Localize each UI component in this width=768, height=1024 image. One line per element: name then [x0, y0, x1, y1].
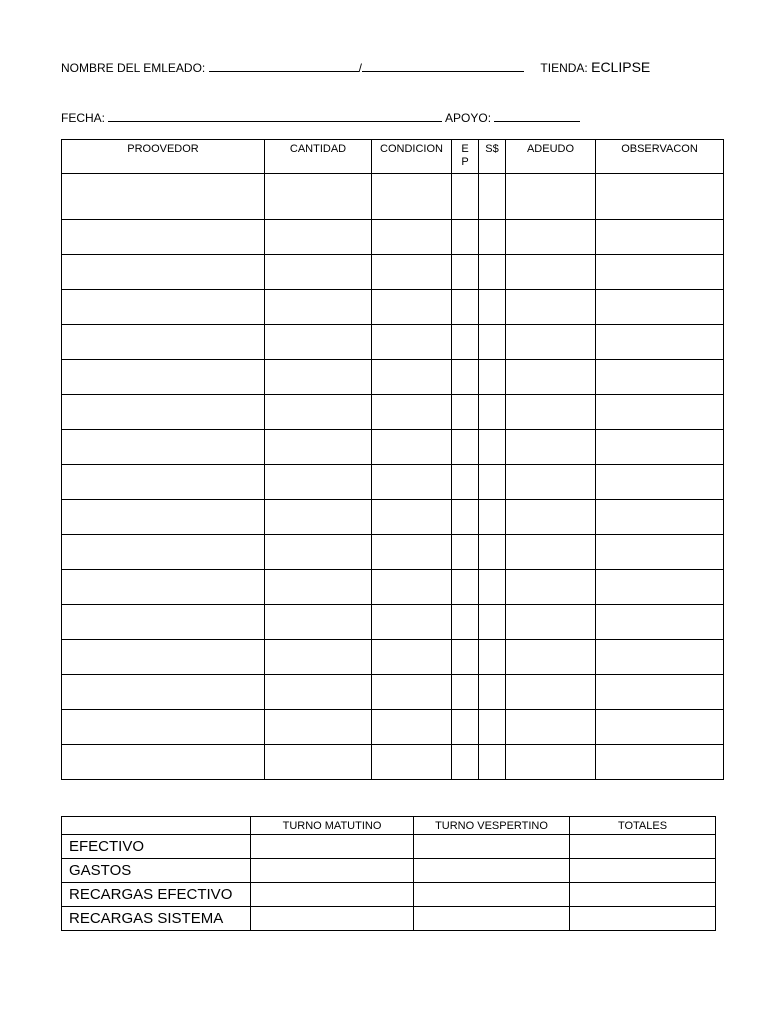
- table-cell[interactable]: [62, 710, 265, 745]
- table-cell[interactable]: [372, 570, 452, 605]
- col-cantidad: CANTIDAD: [265, 140, 372, 174]
- table-cell[interactable]: [479, 174, 506, 220]
- table-cell[interactable]: [62, 430, 265, 465]
- table-row: [62, 360, 724, 395]
- table-cell[interactable]: [372, 430, 452, 465]
- table-row: [62, 605, 724, 640]
- totals-cell[interactable]: [414, 859, 570, 883]
- table-cell[interactable]: [62, 535, 265, 570]
- totals-row-label: RECARGAS SISTEMA: [62, 907, 251, 931]
- table-row: [62, 395, 724, 430]
- table-cell[interactable]: [265, 710, 372, 745]
- table-cell[interactable]: [265, 290, 372, 325]
- totals-row-label: RECARGAS EFECTIVO: [62, 883, 251, 907]
- table-cell[interactable]: [452, 535, 479, 570]
- table-cell[interactable]: [506, 360, 596, 395]
- table-cell[interactable]: [452, 640, 479, 675]
- table-row: [62, 325, 724, 360]
- table-cell[interactable]: [265, 465, 372, 500]
- table-cell[interactable]: [479, 640, 506, 675]
- table-cell[interactable]: [506, 174, 596, 220]
- table-row: [62, 220, 724, 255]
- table-cell[interactable]: [265, 430, 372, 465]
- table-row: [62, 465, 724, 500]
- table-cell[interactable]: [452, 395, 479, 430]
- table-cell[interactable]: [62, 465, 265, 500]
- table-cell[interactable]: [506, 325, 596, 360]
- table-cell[interactable]: [452, 174, 479, 220]
- table-cell[interactable]: [265, 605, 372, 640]
- table-cell[interactable]: [265, 500, 372, 535]
- table-cell[interactable]: [62, 640, 265, 675]
- table-cell[interactable]: [452, 675, 479, 710]
- table-cell[interactable]: [372, 500, 452, 535]
- table-cell[interactable]: [62, 500, 265, 535]
- table-cell[interactable]: [452, 290, 479, 325]
- table-cell[interactable]: [62, 395, 265, 430]
- col-p: P: [461, 156, 469, 168]
- totals-cell[interactable]: [570, 859, 716, 883]
- table-cell[interactable]: [265, 640, 372, 675]
- table-cell[interactable]: [506, 640, 596, 675]
- table-cell[interactable]: [265, 360, 372, 395]
- table-cell[interactable]: [372, 535, 452, 570]
- date-label: FECHA:: [61, 111, 106, 125]
- table-cell[interactable]: [596, 465, 724, 500]
- table-cell[interactable]: [479, 745, 506, 780]
- totals-cell[interactable]: [251, 907, 414, 931]
- table-cell[interactable]: [506, 220, 596, 255]
- table-cell[interactable]: [506, 745, 596, 780]
- table-row: [62, 430, 724, 465]
- totals-cell[interactable]: [251, 835, 414, 859]
- table-cell[interactable]: [506, 535, 596, 570]
- table-cell[interactable]: [479, 710, 506, 745]
- table-cell[interactable]: [372, 174, 452, 220]
- support-label: APOYO:: [445, 111, 492, 125]
- col-e: E: [461, 143, 469, 155]
- table-cell[interactable]: [452, 605, 479, 640]
- totals-cell[interactable]: [570, 907, 716, 931]
- table-cell[interactable]: [506, 710, 596, 745]
- table-cell[interactable]: [596, 640, 724, 675]
- table-row: [62, 535, 724, 570]
- table-cell[interactable]: [62, 255, 265, 290]
- totals-row-label: EFECTIVO: [62, 835, 251, 859]
- table-cell[interactable]: [62, 605, 265, 640]
- employee-label: NOMBRE DEL EMLEADO:: [61, 61, 206, 75]
- totals-col-blank: [62, 817, 251, 835]
- table-row: [62, 255, 724, 290]
- table-cell[interactable]: [479, 325, 506, 360]
- table-cell[interactable]: [372, 605, 452, 640]
- table-cell[interactable]: [506, 500, 596, 535]
- table-cell[interactable]: [506, 465, 596, 500]
- col-observacon: OBSERVACON: [596, 140, 724, 174]
- table-cell[interactable]: [596, 535, 724, 570]
- table-cell[interactable]: [265, 174, 372, 220]
- table-cell[interactable]: [452, 360, 479, 395]
- totals-header-row: [62, 817, 716, 835]
- table-cell[interactable]: [372, 395, 452, 430]
- table-cell[interactable]: [506, 395, 596, 430]
- store-value: ECLIPSE: [591, 59, 651, 75]
- table-cell[interactable]: [596, 290, 724, 325]
- table-cell[interactable]: [372, 710, 452, 745]
- table-cell[interactable]: [596, 570, 724, 605]
- table-cell[interactable]: [372, 290, 452, 325]
- table-cell[interactable]: [596, 325, 724, 360]
- table-cell[interactable]: [452, 500, 479, 535]
- table-cell[interactable]: [372, 745, 452, 780]
- table-cell[interactable]: [479, 255, 506, 290]
- table-cell[interactable]: [265, 395, 372, 430]
- table-cell[interactable]: [596, 430, 724, 465]
- table-cell[interactable]: [62, 675, 265, 710]
- table-cell[interactable]: [452, 220, 479, 255]
- table-cell[interactable]: [506, 430, 596, 465]
- totals-col-vespertino: TURNO VESPERTINO: [414, 817, 570, 835]
- table-cell[interactable]: [265, 745, 372, 780]
- table-cell[interactable]: [452, 325, 479, 360]
- totals-cell[interactable]: [570, 883, 716, 907]
- employee-name-field-2[interactable]: [362, 61, 524, 72]
- col-condicion: CONDICION: [372, 140, 452, 174]
- table-row: [62, 570, 724, 605]
- employee-line: [61, 59, 650, 75]
- table-cell[interactable]: [265, 220, 372, 255]
- date-line: [61, 111, 580, 125]
- table-row: [62, 174, 724, 220]
- table-cell[interactable]: [506, 570, 596, 605]
- table-cell[interactable]: [596, 675, 724, 710]
- totals-col-matutino: TURNO MATUTINO: [251, 817, 414, 835]
- store-label: TIENDA:: [540, 61, 588, 75]
- name-separator: /: [358, 61, 362, 75]
- totals-cell[interactable]: [251, 883, 414, 907]
- table-cell[interactable]: [372, 675, 452, 710]
- table-cell[interactable]: [62, 325, 265, 360]
- table-cell[interactable]: [372, 325, 452, 360]
- table-cell[interactable]: [479, 570, 506, 605]
- table-cell[interactable]: [596, 605, 724, 640]
- totals-cell[interactable]: [414, 907, 570, 931]
- table-cell[interactable]: [265, 325, 372, 360]
- table-cell[interactable]: [506, 675, 596, 710]
- table-cell[interactable]: [479, 465, 506, 500]
- totals-cell[interactable]: [414, 835, 570, 859]
- table-row: [62, 500, 724, 535]
- table-cell[interactable]: [265, 570, 372, 605]
- table-cell[interactable]: [506, 290, 596, 325]
- table-cell[interactable]: [479, 605, 506, 640]
- col-ep: [452, 140, 479, 174]
- table-cell[interactable]: [596, 255, 724, 290]
- table-cell[interactable]: [596, 710, 724, 745]
- totals-row-label: GASTOS: [62, 859, 251, 883]
- table-cell[interactable]: [372, 220, 452, 255]
- table-cell[interactable]: [452, 745, 479, 780]
- totals-cell[interactable]: [251, 859, 414, 883]
- date-field[interactable]: [108, 111, 442, 122]
- totals-row-recargas-efectivo: [62, 883, 716, 907]
- totals-table: [61, 816, 716, 931]
- table-cell[interactable]: [452, 255, 479, 290]
- table-cell[interactable]: [265, 675, 372, 710]
- col-proovedor: PROOVEDOR: [62, 140, 265, 174]
- table-cell[interactable]: [62, 745, 265, 780]
- table-cell[interactable]: [452, 570, 479, 605]
- totals-row-efectivo: [62, 835, 716, 859]
- totals-col-totales: TOTALES: [570, 817, 716, 835]
- table-cell[interactable]: [265, 535, 372, 570]
- table-cell[interactable]: [506, 255, 596, 290]
- table-cell[interactable]: [596, 220, 724, 255]
- table-cell[interactable]: [62, 360, 265, 395]
- table-cell[interactable]: [479, 395, 506, 430]
- col-sdollar: S$: [479, 140, 506, 174]
- table-row: [62, 675, 724, 710]
- totals-cell[interactable]: [570, 835, 716, 859]
- support-field[interactable]: [494, 111, 580, 122]
- table-cell[interactable]: [452, 465, 479, 500]
- table-header-row: [62, 140, 724, 174]
- table-cell[interactable]: [479, 290, 506, 325]
- totals-cell[interactable]: [414, 883, 570, 907]
- table-cell[interactable]: [62, 290, 265, 325]
- table-cell[interactable]: [596, 360, 724, 395]
- supplier-table: [61, 139, 724, 780]
- table-row: [62, 640, 724, 675]
- table-cell[interactable]: [596, 395, 724, 430]
- table-cell[interactable]: [479, 430, 506, 465]
- table-cell[interactable]: [479, 535, 506, 570]
- table-cell[interactable]: [479, 220, 506, 255]
- table-cell[interactable]: [506, 605, 596, 640]
- totals-row-gastos: [62, 859, 716, 883]
- table-cell[interactable]: [452, 710, 479, 745]
- table-cell[interactable]: [596, 745, 724, 780]
- table-cell[interactable]: [62, 174, 265, 220]
- table-cell[interactable]: [452, 430, 479, 465]
- employee-name-field[interactable]: [209, 61, 359, 72]
- col-adeudo: ADEUDO: [506, 140, 596, 174]
- table-row: [62, 290, 724, 325]
- table-cell[interactable]: [62, 570, 265, 605]
- table-cell[interactable]: [372, 360, 452, 395]
- totals-row-recargas-sistema: [62, 907, 716, 931]
- table-cell[interactable]: [479, 675, 506, 710]
- table-cell[interactable]: [62, 220, 265, 255]
- table-row: [62, 745, 724, 780]
- table-cell[interactable]: [479, 500, 506, 535]
- table-cell[interactable]: [372, 255, 452, 290]
- table-cell[interactable]: [479, 360, 506, 395]
- table-cell[interactable]: [596, 500, 724, 535]
- table-cell[interactable]: [596, 174, 724, 220]
- table-cell[interactable]: [372, 465, 452, 500]
- table-cell[interactable]: [265, 255, 372, 290]
- table-cell[interactable]: [372, 640, 452, 675]
- table-row: [62, 710, 724, 745]
